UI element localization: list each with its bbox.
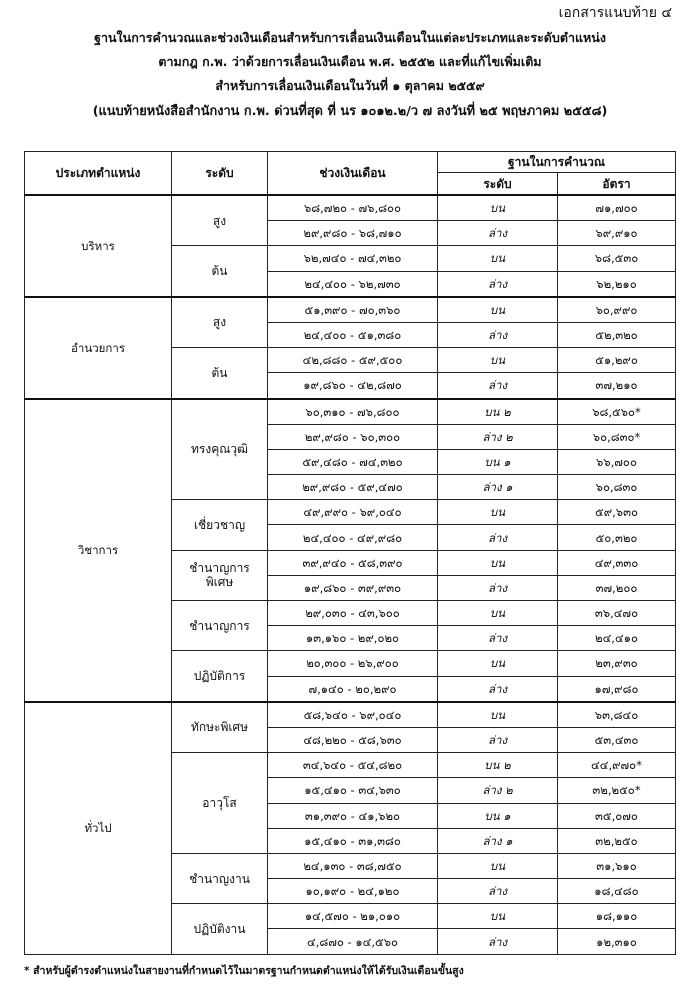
base-level: ล่าง ๒ xyxy=(438,778,558,803)
base-level: บน xyxy=(438,550,558,575)
base-rate: ๓๑,๖๑๐ xyxy=(558,853,676,878)
base-level: บน xyxy=(438,500,558,525)
base-rate: ๑๗,๙๘๐ xyxy=(558,676,676,702)
title-line-4: (แนบท้ายหนังสือสำนักงาน ก.พ. ด่วนที่สุด ที่ นร ๑๐๑๒.๒/ว ๗ ลงวันที่ ๒๕ พฤษภาคม ๒๕๕๘) xyxy=(92,104,608,119)
base-level: ล่าง xyxy=(438,322,558,347)
base-level: ล่าง xyxy=(438,271,558,297)
base-rate: ๕๑,๒๙๐ xyxy=(558,348,676,373)
base-rate: ๖๘,๕๖๐* xyxy=(558,399,676,425)
salary-range: ๑๔,๕๗๐ - ๒๑,๐๑๐ xyxy=(268,904,438,929)
base-level: ล่าง xyxy=(438,221,558,246)
salary-range: ๒๔,๑๓๐ - ๓๘,๗๕๐ xyxy=(268,853,438,878)
base-level: ล่าง xyxy=(438,626,558,651)
salary-range: ๔,๘๗๐ - ๑๔,๕๖๐ xyxy=(268,929,438,954)
base-level: บน ๑ xyxy=(438,449,558,474)
base-rate: ๖๐,๘๓๐* xyxy=(558,424,676,449)
salary-range: ๑๙,๘๖๐ - ๔๒,๘๗๐ xyxy=(268,373,438,399)
base-level: ล่าง xyxy=(438,879,558,904)
salary-range: ๖๐,๓๑๐ - ๗๖,๘๐๐ xyxy=(268,399,438,425)
table-body xyxy=(25,195,676,954)
base-level: ล่าง xyxy=(438,373,558,399)
position-level: สูง xyxy=(172,297,268,348)
table-row xyxy=(25,297,676,323)
title-line-3: สำหรับการเลื่อนเงินเดือนในวันที่ ๑ ตุลาคม ๒๕๕๙ xyxy=(215,78,485,93)
base-rate: ๒๔,๔๑๐ xyxy=(558,626,676,651)
position-level: ชำนาญงาน xyxy=(172,853,268,903)
salary-range: ๑๓,๑๖๐ - ๒๙,๐๒๐ xyxy=(268,626,438,651)
base-level: ล่าง xyxy=(438,929,558,954)
base-level: บน ๒ xyxy=(438,399,558,425)
position-level: ชำนาญการ xyxy=(172,601,268,651)
base-level: บน xyxy=(438,601,558,626)
salary-range: ๓๔,๖๔๐ - ๕๔,๘๒๐ xyxy=(268,753,438,778)
position-level: ปฏิบัติงาน xyxy=(172,904,268,954)
base-rate: ๔๙,๓๓๐ xyxy=(558,550,676,575)
base-rate: ๓๖,๔๗๐ xyxy=(558,601,676,626)
base-level: บน xyxy=(438,651,558,676)
annex-label: เอกสารแนบท้าย ๔ xyxy=(558,5,672,21)
position-level: ทักษะพิเศษ xyxy=(172,702,268,753)
base-rate: ๖๘,๕๓๐ xyxy=(558,246,676,271)
base-rate: ๒๓,๙๓๐ xyxy=(558,651,676,676)
base-rate: ๕๓,๔๓๐ xyxy=(558,727,676,752)
position-type: ทั่วไป xyxy=(25,702,172,954)
position-type: วิชาการ xyxy=(25,399,172,702)
base-level: บน xyxy=(438,853,558,878)
header-base: ฐานในการคำนวณ xyxy=(438,152,676,173)
salary-range: ๒๔,๔๐๐ - ๕๑,๓๘๐ xyxy=(268,322,438,347)
base-rate: ๑๘,๔๘๐ xyxy=(558,879,676,904)
position-level: ต้น xyxy=(172,246,268,297)
salary-range: ๖๘,๗๒๐ - ๗๖,๘๐๐ xyxy=(268,195,438,221)
header-type: ประเภทตำแหน่ง xyxy=(25,152,172,196)
salary-range: ๒๙,๙๘๐ - ๕๙,๔๗๐ xyxy=(268,475,438,500)
salary-range: ๑๕,๔๑๐ - ๓๑,๓๘๐ xyxy=(268,828,438,853)
base-rate: ๖๐,๘๓๐ xyxy=(558,475,676,500)
base-rate: ๖๖,๗๐๐ xyxy=(558,449,676,474)
header-base-rate: อัตรา xyxy=(558,173,676,196)
base-level: ล่าง ๑ xyxy=(438,828,558,853)
base-level: บน ๒ xyxy=(438,753,558,778)
base-level: บน xyxy=(438,702,558,728)
salary-range: ๖๒,๗๔๐ - ๗๔,๓๒๐ xyxy=(268,246,438,271)
base-rate: ๑๘,๑๑๐ xyxy=(558,904,676,929)
base-rate: ๓๕,๐๗๐ xyxy=(558,803,676,828)
base-level: บน xyxy=(438,297,558,323)
table-row xyxy=(25,702,676,728)
position-type: อำนวยการ xyxy=(25,297,172,399)
base-rate: ๓๒,๒๕๐* xyxy=(558,778,676,803)
salary-range: ๔๙,๙๙๐ - ๖๙,๐๔๐ xyxy=(268,500,438,525)
position-level: ต้น xyxy=(172,348,268,399)
base-level: บน xyxy=(438,348,558,373)
salary-range: ๔๘,๒๒๐ - ๕๘,๖๓๐ xyxy=(268,727,438,752)
base-rate: ๖๙,๙๑๐ xyxy=(558,221,676,246)
base-rate: ๑๒,๓๑๐ xyxy=(558,929,676,954)
base-rate: ๗๑,๗๐๐ xyxy=(558,195,676,221)
salary-range: ๓๑,๓๙๐ - ๔๑,๖๒๐ xyxy=(268,803,438,828)
base-rate: ๖๐,๙๙๐ xyxy=(558,297,676,323)
base-level: ล่าง ๑ xyxy=(438,475,558,500)
salary-range: ๒๔,๔๐๐ - ๔๙,๙๘๐ xyxy=(268,525,438,550)
base-rate: ๖๒,๒๑๐ xyxy=(558,271,676,297)
salary-range: ๕๙,๔๘๐ - ๗๔,๓๒๐ xyxy=(268,449,438,474)
salary-table xyxy=(24,151,676,955)
base-level: ล่าง xyxy=(438,575,558,600)
salary-range: ๑๙,๘๖๐ - ๓๙,๙๓๐ xyxy=(268,575,438,600)
title-line-1: ฐานในการคำนวณและช่วงเงินเดือนสำหรับการเลื่อนเงินเดือนในแต่ละประเภทและระดับตำแหน่ง xyxy=(94,30,606,45)
position-level: ชำนาญการพิเศษ xyxy=(172,550,268,600)
base-rate: ๖๓,๘๔๐ xyxy=(558,702,676,728)
salary-range: ๓๙,๙๔๐ - ๕๘,๓๙๐ xyxy=(268,550,438,575)
position-level: อาวุโส xyxy=(172,753,268,854)
salary-range: ๔๒,๘๘๐ - ๕๙,๕๐๐ xyxy=(268,348,438,373)
salary-range: ๒๙,๙๘๐ - ๖๘,๗๑๐ xyxy=(268,221,438,246)
salary-range: ๕๑,๓๙๐ - ๗๐,๓๖๐ xyxy=(268,297,438,323)
salary-range: ๒๐,๓๐๐ - ๒๖,๙๐๐ xyxy=(268,651,438,676)
table-row xyxy=(25,195,676,221)
base-level: บน ๑ xyxy=(438,803,558,828)
salary-range: ๑๐,๑๙๐ - ๒๔,๑๒๐ xyxy=(268,879,438,904)
header-base-level: ระดับ xyxy=(438,173,558,196)
base-rate: ๓๒,๒๕๐ xyxy=(558,828,676,853)
position-level: ทรงคุณวุฒิ xyxy=(172,399,268,500)
base-level: บน xyxy=(438,246,558,271)
base-rate: ๓๗,๒๐๐ xyxy=(558,575,676,600)
position-level: ปฏิบัติการ xyxy=(172,651,268,702)
header-level: ระดับ xyxy=(172,152,268,196)
table-row xyxy=(25,399,676,425)
base-level: ล่าง xyxy=(438,727,558,752)
base-level: ล่าง xyxy=(438,676,558,702)
base-level: บน xyxy=(438,195,558,221)
position-level: สูง xyxy=(172,195,268,246)
base-level: ล่าง xyxy=(438,525,558,550)
salary-range: ๑๕,๔๑๐ - ๓๔,๖๓๐ xyxy=(268,778,438,803)
header-range: ช่วงเงินเดือน xyxy=(268,152,438,196)
base-rate: ๔๔,๙๗๐* xyxy=(558,753,676,778)
title-line-2: ตามกฎ ก.พ. ว่าด้วยการเลื่อนเงินเดือน พ.ศ. ๒๕๕๒ และที่แก้ไขเพิ่มเติม xyxy=(158,54,542,69)
base-rate: ๕๒,๓๒๐ xyxy=(558,322,676,347)
base-rate: ๕๐,๓๒๐ xyxy=(558,525,676,550)
base-level: ล่าง ๒ xyxy=(438,424,558,449)
salary-range: ๒๙,๐๓๐ - ๔๓,๖๐๐ xyxy=(268,601,438,626)
salary-range: ๕๘,๖๔๐ - ๖๙,๐๔๐ xyxy=(268,702,438,728)
salary-range: ๒๔,๔๐๐ - ๖๒,๗๓๐ xyxy=(268,271,438,297)
position-level: เชี่ยวชาญ xyxy=(172,500,268,550)
salary-range: ๗,๑๔๐ - ๒๐,๒๙๐ xyxy=(268,676,438,702)
salary-range: ๒๙,๙๘๐ - ๖๐,๓๐๐ xyxy=(268,424,438,449)
position-type: บริหาร xyxy=(25,195,172,297)
footnote: * สำหรับผู้ดำรงตำแหน่งในสายงานที่กำหนดไว้ในมาตรฐานกำหนดตำแหน่งให้ได้รับเงินเดือนขั้นสูง xyxy=(24,965,464,977)
base-level: บน xyxy=(438,904,558,929)
base-rate: ๕๙,๖๓๐ xyxy=(558,500,676,525)
base-rate: ๓๗,๒๑๐ xyxy=(558,373,676,399)
